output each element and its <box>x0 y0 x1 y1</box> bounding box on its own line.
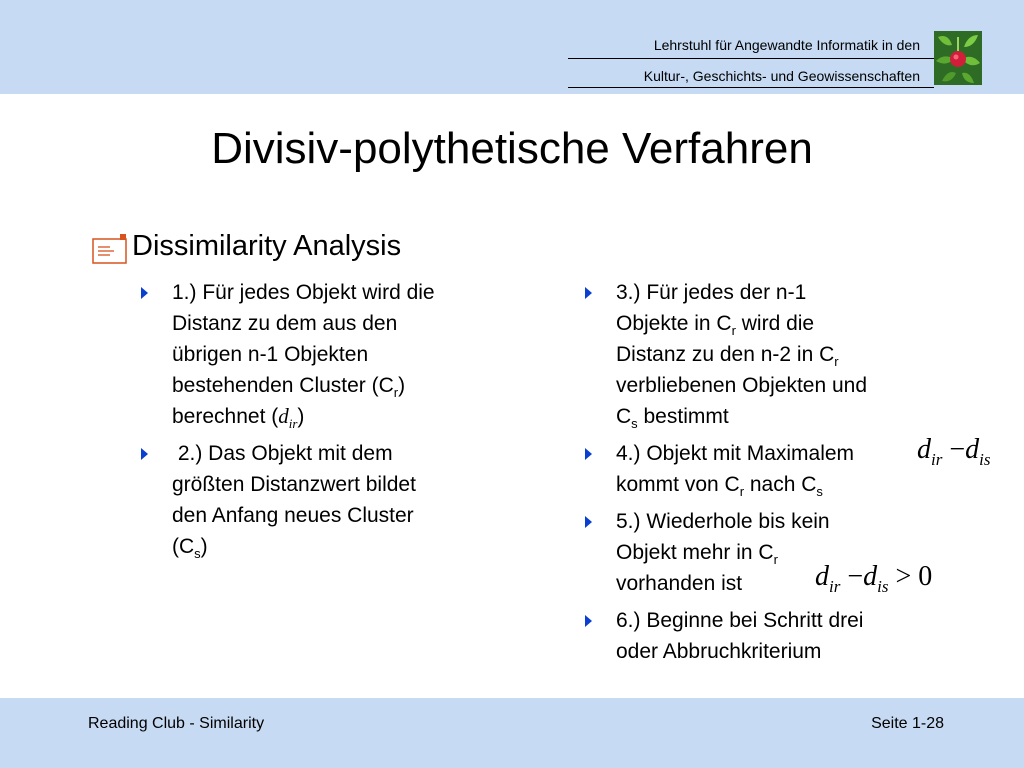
triangle-bullet-icon <box>585 287 592 299</box>
institution-line-1: Lehrstuhl für Angewandte Informatik in den <box>653 37 920 53</box>
list-item: 4.) Objekt mit Maximalem kommt von $C_r$ nach $C_s$ <box>582 438 1012 500</box>
page-number: Seite 1-28 <box>871 715 944 732</box>
header-band <box>0 0 1024 94</box>
header-rule-bottom <box>568 87 934 88</box>
triangle-bullet-icon <box>141 287 148 299</box>
triangle-bullet-icon <box>585 516 592 528</box>
plant-logo-icon <box>934 31 982 85</box>
triangle-bullet-icon <box>585 448 592 460</box>
list-item: 6.) Beginne bei Schritt drei oder Abbruchkriterium <box>582 605 1012 667</box>
right-column <box>582 277 1012 673</box>
footer-title: Reading Club - Similarity <box>88 715 265 732</box>
level1-bullet-label: Dissimilarity Analysis <box>132 230 402 262</box>
inline-math-dir: $d_{ir}$ <box>278 404 298 431</box>
formula-dir-minus-dis: $d_{ir} -d_{is}$ <box>917 434 991 469</box>
slide-bullet-icon <box>92 232 128 264</box>
triangle-bullet-icon <box>585 615 592 627</box>
list-item: 5.) Wiederhole bis kein Objekt mehr in $C_r$ vorhanden ist <box>582 506 1012 599</box>
formula-dir-minus-dis-gt-zero: $d_{ir} -d_{is} > 0$ <box>815 561 933 596</box>
list-item: 1.) Für jedes Objekt wird die Distanz zu dem aus den übrigen n-1 Objekten bestehenden Cluster $(C_r)$ berechnet $(d_{ir})$ <box>138 277 518 432</box>
header-rule-top <box>568 58 934 59</box>
list-item: 3.) Für jedes der n-1 Objekte in $C_r$ wird die Distanz zu den n-2 in $C_r$ verbliebenen Objekten und $C_s$ bestimmt <box>582 277 1012 432</box>
footer-band <box>0 698 1024 768</box>
institution-line-2: Kultur-, Geschichts- und Geowissenschaften <box>643 68 920 84</box>
left-column <box>138 277 518 568</box>
list-item: 2.) Das Objekt mit dem größten Distanzwert bildet den Anfang neues Cluster $(C_s)$ <box>138 438 518 562</box>
slide-title: Divisiv-polythetische Verfahren <box>211 124 813 173</box>
triangle-bullet-icon <box>141 448 148 460</box>
